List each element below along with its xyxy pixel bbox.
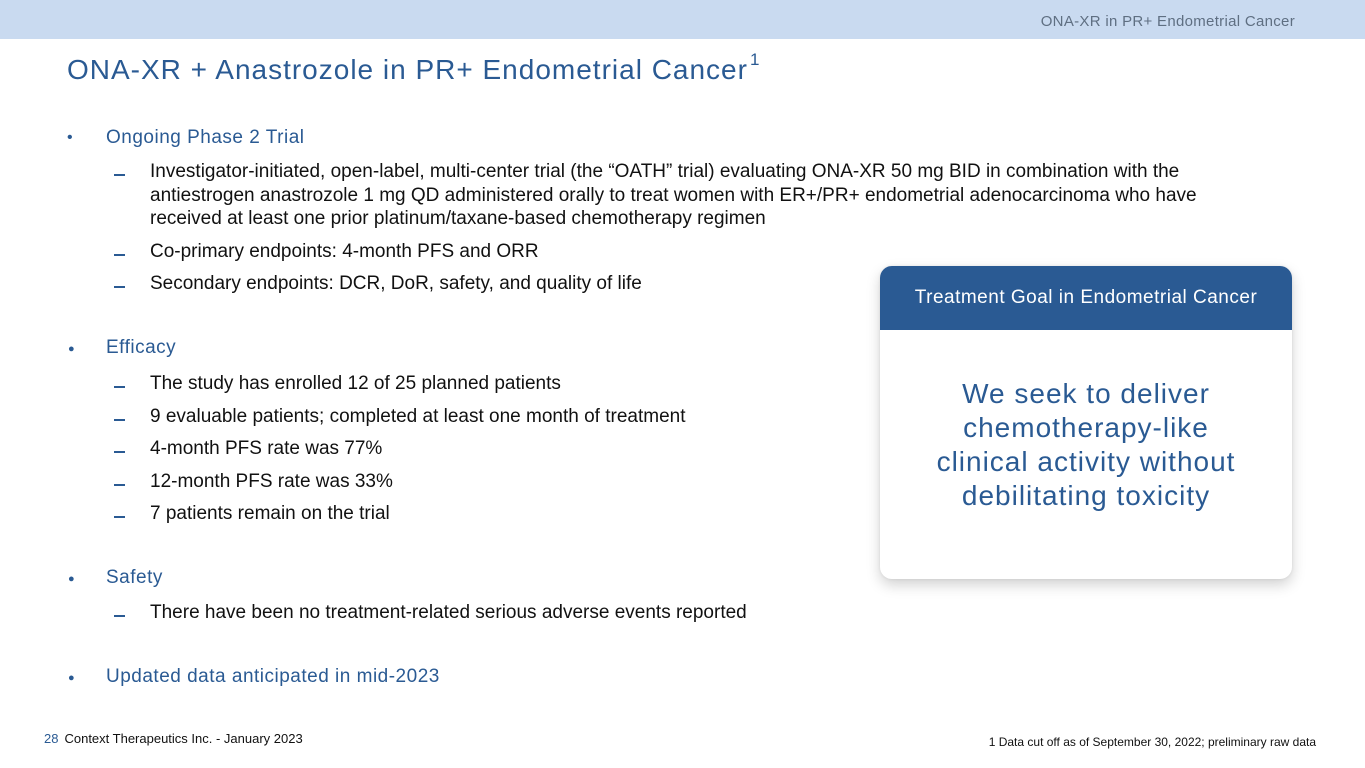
dash-icon (114, 419, 125, 421)
section-heading: Updated data anticipated in mid-2023 (106, 666, 440, 687)
page-title (67, 50, 761, 86)
list-item (67, 240, 1257, 264)
dash-icon (114, 174, 125, 176)
list-item-text: Investigator-initiated, open-label, multi-center trial (the “OATH” trial) evaluating ONA-XR 50 mg BID in combination with the antiestrogen anastrozole 1 mg QD administered orally to treat women with ER+/PR+ endometrial adenocarcinoma who have received at least one prior platinum/taxane-based chemotherapy regimen (150, 161, 1197, 229)
title-footnote-marker: 1 (749, 50, 761, 69)
treatment-goal-card (880, 266, 1292, 579)
list-item (67, 372, 827, 396)
section-heading: Safety (106, 567, 163, 588)
bullet-icon: ● (68, 573, 75, 585)
footnote: 1 Data cut off as of September 30, 2022; preliminary raw data (988, 735, 1316, 749)
section-heading: Ongoing Phase 2 Trial (106, 127, 305, 148)
page-number: 28 (44, 731, 59, 746)
list-item (67, 437, 827, 461)
list-item-text: There have been no treatment-related serious adverse events reported (150, 602, 747, 623)
section-label: ONA-XR in PR+ Endometrial Cancer (1040, 13, 1295, 30)
bullet-icon: ● (68, 672, 75, 684)
footer-company: Context Therapeutics Inc. - January 2023 (64, 731, 303, 746)
list-item (67, 470, 827, 494)
section-safety (67, 567, 827, 625)
bullet-icon: • (67, 129, 73, 146)
list-item-text: 4-month PFS rate was 77% (150, 438, 383, 459)
dash-icon (114, 451, 125, 453)
list-item-text: Secondary endpoints: DCR, DoR, safety, and quality of life (150, 273, 642, 294)
list-item (67, 160, 1257, 231)
list-item-text: 12-month PFS rate was 33% (150, 470, 393, 492)
list-item-text: 7 patients remain on the trial (150, 503, 390, 524)
dash-icon (114, 484, 125, 486)
list-item (67, 601, 827, 625)
section-efficacy (67, 337, 827, 526)
list-item-text: The study has enrolled 12 of 25 planned patients (150, 373, 561, 394)
dash-icon (114, 615, 125, 617)
dash-icon (114, 254, 125, 256)
card-header: Treatment Goal in Endometrial Cancer (880, 266, 1292, 330)
section-updated-data (67, 666, 827, 690)
list-item (67, 405, 827, 429)
top-banner (0, 0, 1365, 39)
footer-left (44, 731, 303, 746)
card-quote: We seek to deliver chemotherapy-like clinical activity without debilitating toxicity (936, 377, 1236, 511)
dash-icon (114, 516, 125, 518)
list-item-text: Co-primary endpoints: 4-month PFS and ORR (150, 240, 539, 262)
list-item (67, 502, 827, 526)
dash-icon (114, 286, 125, 288)
card-body (880, 330, 1292, 579)
list-item-text: 9 evaluable patients; completed at least one month of treatment (150, 405, 686, 427)
bullet-icon: ● (68, 343, 75, 355)
dash-icon (114, 386, 125, 388)
section-heading: Efficacy (106, 337, 177, 358)
page-title-text: ONA-XR + Anastrozole in PR+ Endometrial Cancer (67, 54, 748, 85)
